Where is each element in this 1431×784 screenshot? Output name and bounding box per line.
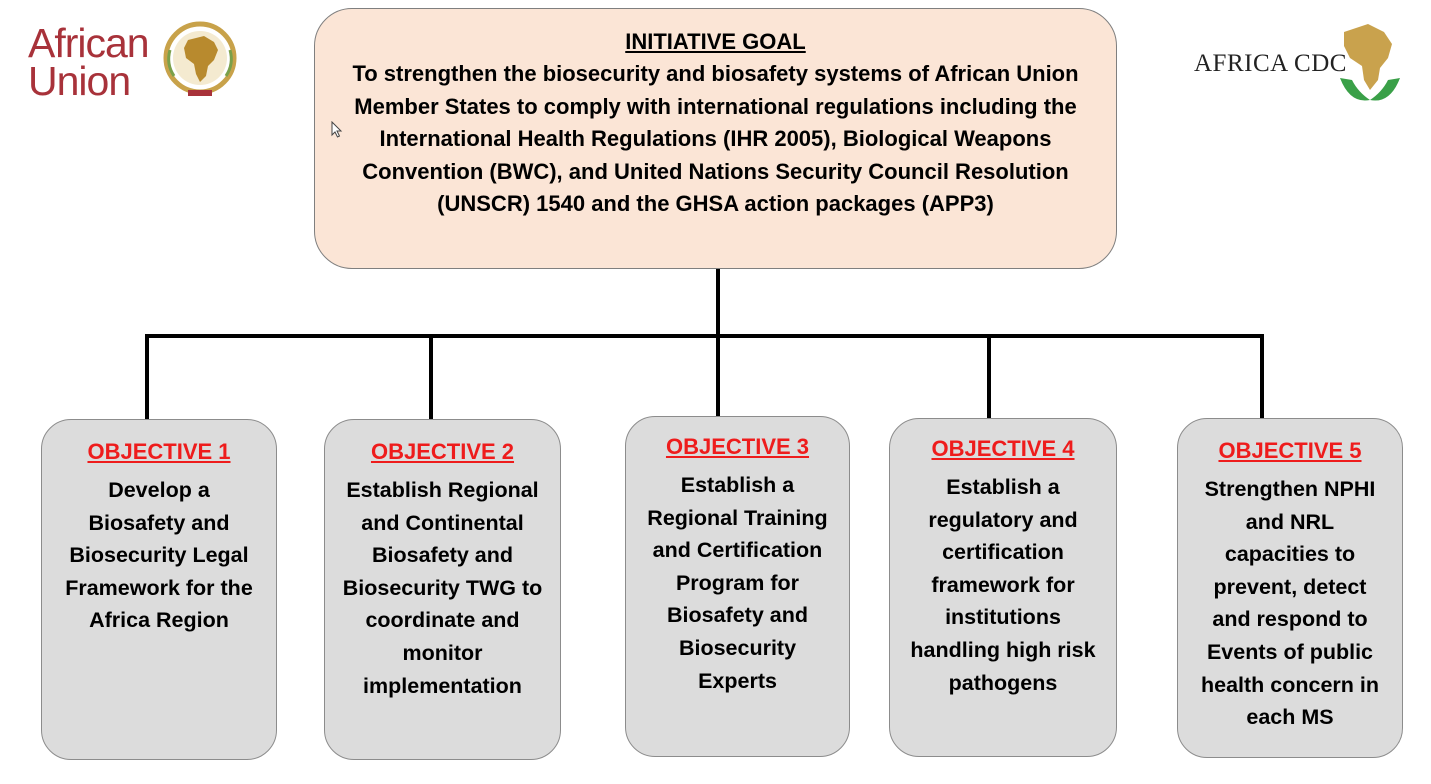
- au-line-1: African: [28, 20, 149, 66]
- au-line-2: Union: [28, 58, 131, 104]
- africa-cdc-logo: [1190, 18, 1410, 108]
- objective-1-title: OBJECTIVE 1: [87, 439, 231, 464]
- objective-4-text: Establish a regulatory and certification framework for institutions handling high risk pathogens: [910, 475, 1096, 695]
- objective-2-title: OBJECTIVE 2: [370, 439, 515, 464]
- african-union-logo: [22, 20, 247, 102]
- objective-2-box: [324, 419, 561, 760]
- objective-2-text: Establish Regional and Continental Biosafety and Biosecurity TWG to coordinate and monitor implementation: [342, 478, 543, 698]
- objective-3-box: [625, 416, 850, 757]
- objective-1-text: Develop a Biosafety and Biosecurity Legal Framework for the Africa Region: [65, 478, 253, 633]
- objective-3-text: Establish a Regional Training and Certification Program for Biosafety and Biosecurity Experts: [647, 473, 828, 693]
- objective-5-text: Strengthen NPHI and NRL capacities to prevent, detect and respond to Events of public health concern in each MS: [1200, 477, 1379, 730]
- african-union-emblem-icon: [158, 20, 242, 100]
- africa-cdc-emblem-icon: [1330, 18, 1410, 106]
- goal-text: To strengthen the biosecurity and biosafety systems of African Union Member States to comply with international regulations including the International Health Regulations (IHR 2005), Biological Weapons Convention (BWC), and United Nations Security Council Resolution (UNSCR) 1540 and the GHSA action packages (APP3): [352, 61, 1079, 217]
- initiative-goal-box: [314, 8, 1117, 269]
- objective-3-title: OBJECTIVE 3: [665, 434, 810, 459]
- objective-4-title: OBJECTIVE 4: [931, 436, 1075, 461]
- objective-4-box: [889, 418, 1117, 757]
- africa-cdc-wordmark: AFRICA CDC: [1194, 50, 1347, 77]
- goal-title: INITIATIVE GOAL: [625, 29, 806, 54]
- objective-5-box: [1177, 418, 1403, 758]
- mouse-cursor-icon: [331, 121, 343, 139]
- african-union-wordmark: [28, 20, 149, 104]
- objective-5-title: OBJECTIVE 5: [1218, 438, 1362, 463]
- objective-1-box: [41, 419, 277, 760]
